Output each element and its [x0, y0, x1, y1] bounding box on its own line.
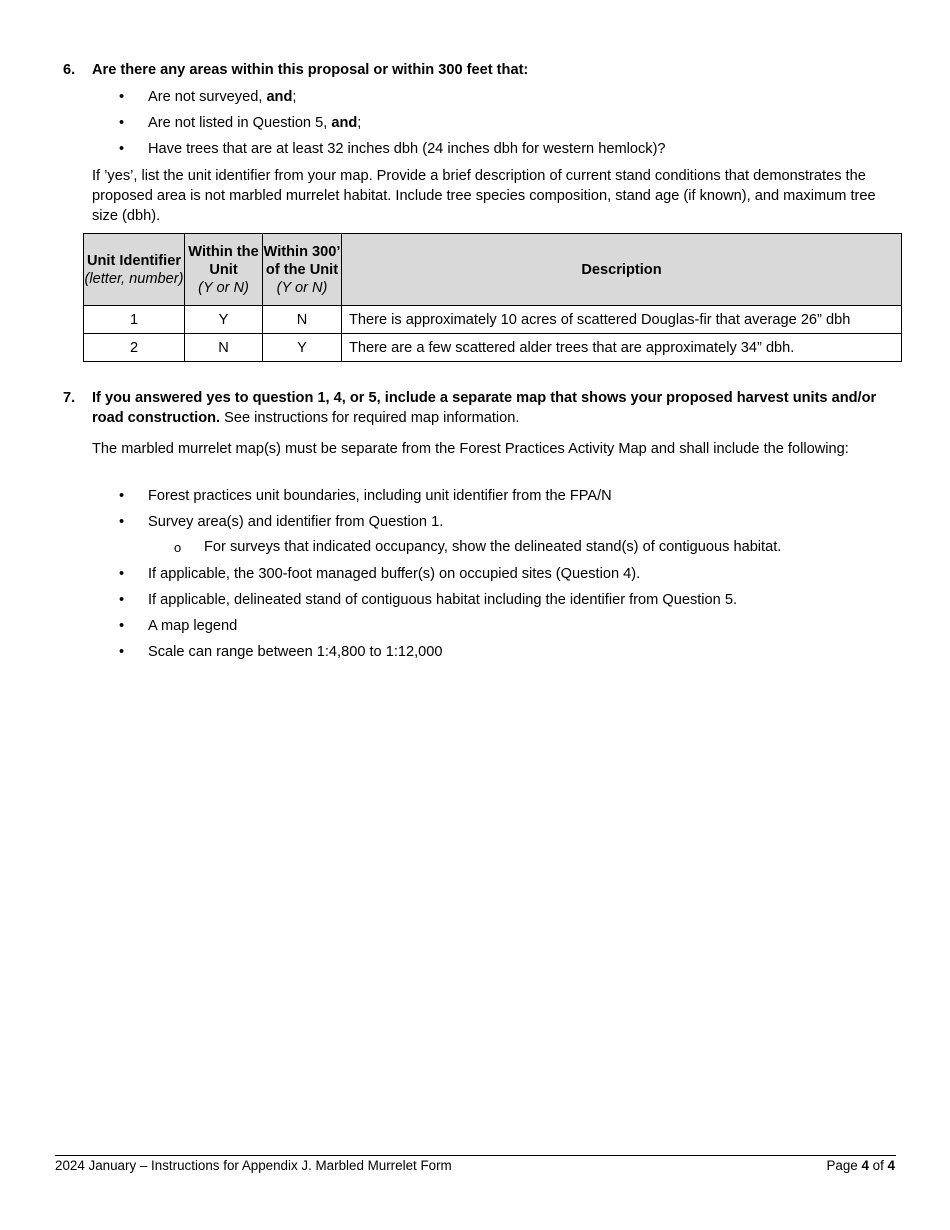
bullet-icon: •: [119, 488, 125, 504]
question-6-bullet-2: Are not listed in Question 5, and;: [148, 115, 362, 131]
cell-within: Y: [185, 306, 263, 334]
bullet-icon: •: [119, 514, 125, 530]
bullet-icon: •: [119, 141, 125, 157]
header-unit-identifier: Unit Identifier (letter, number): [84, 234, 185, 306]
cell-within: N: [185, 334, 263, 362]
bullet-icon: •: [119, 89, 125, 105]
header-within-300: Within 300’ of the Unit (Y or N): [263, 234, 342, 306]
question-6-bullet-1: Are not surveyed, and;: [148, 89, 297, 105]
question-7-bullet-1: Forest practices unit boundaries, including unit identifier from the FPA/N: [148, 488, 612, 504]
bullet-icon: •: [119, 644, 125, 660]
bullet-icon: •: [119, 566, 125, 582]
cell-unit: 1: [84, 306, 185, 334]
circle-bullet-icon: o: [174, 540, 182, 555]
question-6-instruction: If ’yes’, list the unit identifier from your map. Provide a brief description of current stand conditions that demonstrates the proposed area is not marbled murrelet habitat. Include tree species composition, stand age (if known), and maximum tree size (dbh).: [92, 168, 876, 224]
question-7-bullet-5: A map legend: [148, 618, 238, 634]
header-within-unit: Within the Unit (Y or N): [185, 234, 263, 306]
cell-within300: Y: [263, 334, 342, 362]
question-7-bullet-2: Survey area(s) and identifier from Question 1.: [148, 514, 444, 530]
question-6-bullet-3: Have trees that are at least 32 inches dbh (24 inches dbh for western hemlock)?: [148, 141, 666, 157]
table-row: [84, 306, 902, 334]
question-7-bullet-4: If applicable, delineated stand of contiguous habitat including the identifier from Question 5.: [148, 592, 737, 608]
cell-within300: N: [263, 306, 342, 334]
unit-table: [83, 233, 902, 362]
question-7-heading: If you answered yes to question 1, 4, or 5, include a separate map that shows your proposed harvest units and/or road construction. See instructions for required map information.: [92, 390, 877, 426]
cell-unit: 2: [84, 334, 185, 362]
question-6-heading: Are there any areas within this proposal or within 300 feet that:: [92, 62, 529, 78]
bullet-icon: •: [119, 618, 125, 634]
question-6-number: 6.: [63, 62, 76, 78]
question-7-number: 7.: [63, 390, 76, 406]
table-header-row: [84, 234, 902, 306]
question-7-intro: The marbled murrelet map(s) must be separate from the Forest Practices Activity Map and shall include the following:: [92, 441, 849, 457]
bullet-icon: •: [119, 592, 125, 608]
cell-description: There is approximately 10 acres of scattered Douglas-fir that average 26” dbh: [342, 306, 902, 334]
bullet-icon: •: [119, 115, 125, 131]
cell-description: There are a few scattered alder trees that are approximately 34” dbh.: [342, 334, 902, 362]
footer-page-number: Page 4 of 4: [826, 1158, 895, 1173]
question-7-bullet-6: Scale can range between 1:4,800 to 1:12,000: [148, 644, 443, 660]
header-description: Description: [342, 234, 902, 306]
table-row: [84, 334, 902, 362]
question-7-bullet-3: If applicable, the 300-foot managed buffer(s) on occupied sites (Question 4).: [148, 566, 641, 582]
footer-title: 2024 January – Instructions for Appendix J. Marbled Murrelet Form: [55, 1158, 452, 1173]
question-7-sub-bullet: For surveys that indicated occupancy, show the delineated stand(s) of contiguous habitat.: [204, 539, 782, 555]
